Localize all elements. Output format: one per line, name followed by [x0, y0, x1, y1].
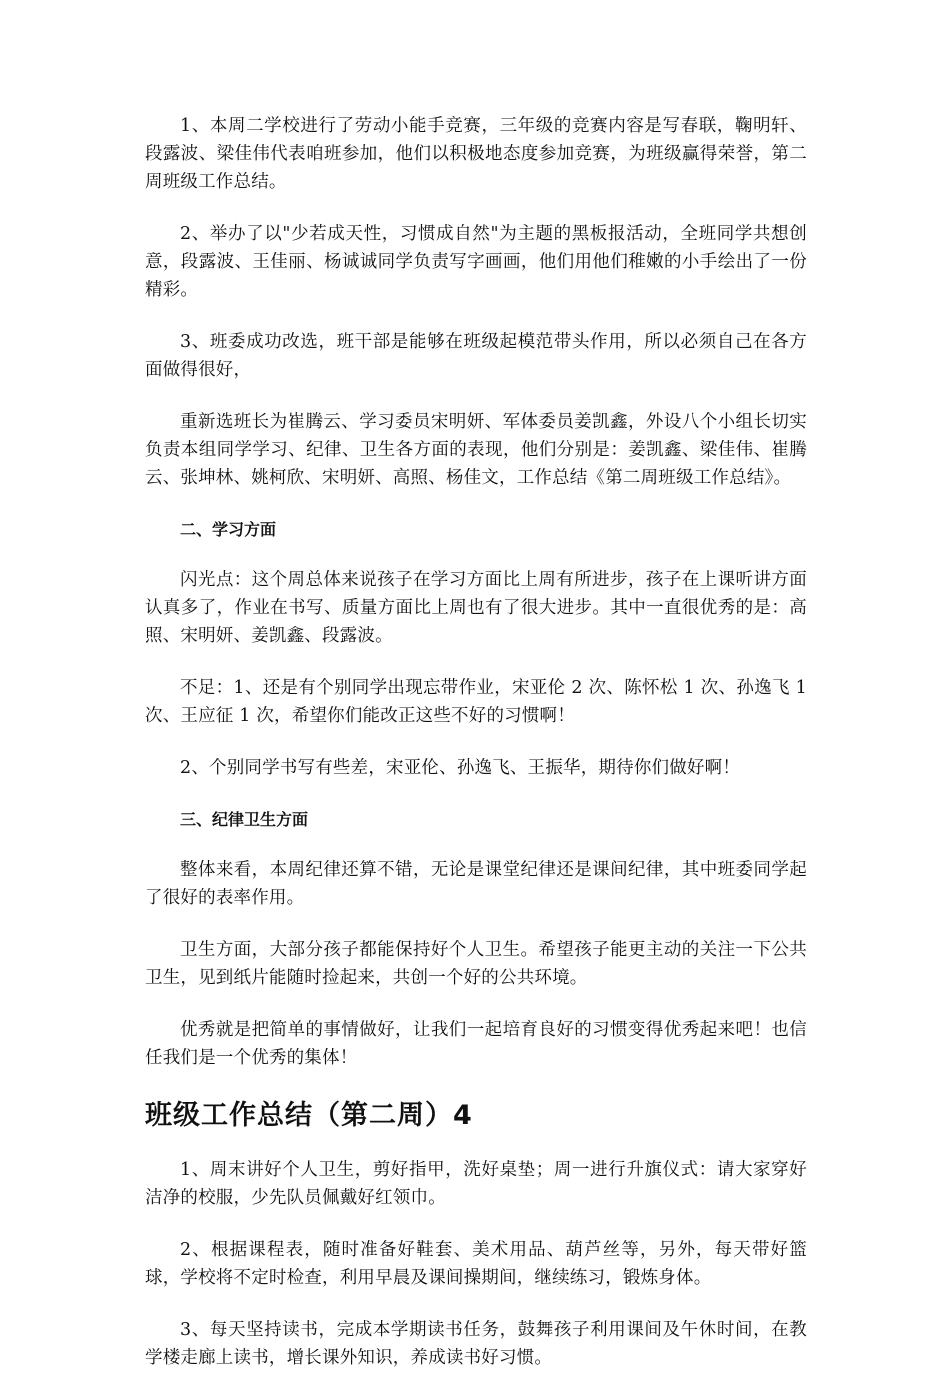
paragraph: 3、班委成功改选，班干部是能够在班级起模范带头作用，所以必须自己在各方面做得很好，	[145, 332, 807, 380]
paragraph: 整体来看，本周纪律还算不错，无论是课堂纪律还是课间纪律，其中班委同学起了很好的表率作用。	[145, 860, 807, 908]
paragraph: 3、每天坚持读书，完成本学期读书任务，鼓舞孩子利用课间及午休时间，在教学楼走廊上读书，增长课外知识，养成读书好习惯。	[145, 1320, 807, 1368]
document-title: 班级工作总结（第二周）4	[145, 1100, 473, 1131]
paragraph: 2、举办了以"少若成天性，习惯成自然"为主题的黑板报活动，全班同学共想创意，段露波、王佳丽、杨诚诚同学负责写字画画，他们用他们稚嫩的小手绘出了一份精彩。	[145, 224, 807, 300]
section-heading-study: 二、学习方面	[180, 520, 277, 539]
document-page	[145, 112, 807, 1396]
paragraph: 重新选班长为崔腾云、学习委员宋明妍、军体委员姜凯鑫，外设八个小组长切实负责本组同学学习、纪律、卫生各方面的表现，他们分别是：姜凯鑫、梁佳伟、崔腾云、张坤林、姚柯欣、宋明妍、高照、杨佳文，工作总结《第二周班级工作总结》。	[145, 412, 807, 488]
paragraph: 2、根据课程表，随时准备好鞋套、美术用品、葫芦丝等，另外，每天带好篮球，学校将不定时检查，利用早晨及课间操期间，继续练习，锻炼身体。	[145, 1240, 807, 1288]
section-heading-discipline: 三、纪律卫生方面	[180, 810, 309, 829]
paragraph: 不足：1、还是有个别同学出现忘带作业，宋亚伦 2 次、陈怀松 1 次、孙逸飞 1 次、王应征 1 次，希望你们能改正这些不好的习惯啊！	[145, 678, 807, 726]
paragraph: 卫生方面，大部分孩子都能保持好个人卫生。希望孩子能更主动的关注一下公共卫生，见到纸片能随时捡起来，共创一个好的公共环境。	[145, 940, 807, 988]
paragraph: 优秀就是把简单的事情做好，让我们一起培育良好的习惯变得优秀起来吧！也信任我们是一个优秀的集体！	[145, 1020, 807, 1068]
paragraph: 1、周末讲好个人卫生，剪好指甲，洗好桌垫；周一进行升旗仪式：请大家穿好洁净的校服，少先队员佩戴好红领巾。	[145, 1160, 807, 1208]
paragraph: 2、个别同学书写有些差，宋亚伦、孙逸飞、王振华，期待你们做好啊！	[180, 758, 741, 778]
paragraph: 1、本周二学校进行了劳动小能手竞赛，三年级的竞赛内容是写春联，鞠明轩、段露波、梁佳伟代表咱班参加，他们以积极地态度参加竞赛，为班级赢得荣誉，第二周班级工作总结。	[145, 116, 807, 192]
paragraph: 闪光点：这个周总体来说孩子在学习方面比上周有所进步，孩子在上课听讲方面认真多了，作业在书写、质量方面比上周也有了很大进步。其中一直很优秀的是：高照、宋明妍、姜凯鑫、段露波。	[145, 570, 807, 646]
